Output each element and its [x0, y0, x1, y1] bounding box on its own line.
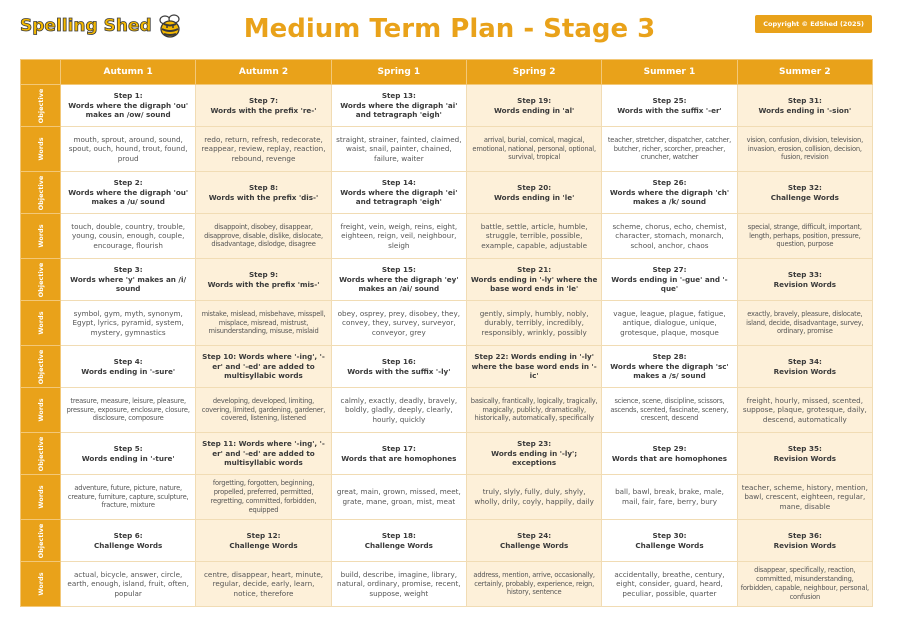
column-header: Autumn 1: [61, 60, 196, 85]
words-cell: touch, double, country, trouble, young, cousin, enough, couple, encourage, flourish: [61, 214, 196, 259]
objective-cell: Step 3: Words where 'y' makes an /i/ sound: [61, 259, 196, 301]
objective-cell: Step 12: Challenge Words: [196, 520, 331, 562]
objective-row: [21, 433, 873, 475]
words-row: [21, 301, 873, 346]
words-cell: symbol, gym, myth, synonym, Egypt, lyrics, pyramid, system, mystery, gymnastics: [61, 301, 196, 346]
objective-cell: Step 32: Challenge Words: [737, 172, 872, 214]
objective-cell: Step 28: Words where the digraph 'sc' makes a /s/ sound: [602, 346, 737, 388]
words-row: [21, 388, 873, 433]
corner-cell: [21, 60, 61, 85]
words-side-label: [21, 127, 61, 172]
words-label: Words: [36, 398, 45, 422]
objective-side-label: [21, 433, 61, 475]
objective-side-label: [21, 172, 61, 214]
objective-cell: Step 1: Words where the digraph 'ou' makes an /ow/ sound: [61, 85, 196, 127]
objective-cell: Step 7: Words with the prefix 're-': [196, 85, 331, 127]
column-header: Summer 2: [737, 60, 872, 85]
objective-label: Objective: [36, 262, 45, 297]
objective-label: Objective: [36, 349, 45, 384]
objective-cell: Step 13: Words where the digraph 'ai' and tetragraph 'eigh': [331, 85, 466, 127]
page-header: [0, 0, 899, 56]
words-cell: scheme, chorus, echo, chemist, character, stomach, monarch, school, anchor, chaos: [602, 214, 737, 259]
column-header: Spring 1: [331, 60, 466, 85]
objective-row: [21, 520, 873, 562]
words-cell: freight, vein, weigh, reins, eight, eighteen, reign, veil, neighbour, sleigh: [331, 214, 466, 259]
words-label: Words: [36, 224, 45, 248]
objective-label: Objective: [36, 175, 45, 210]
objective-cell: Step 27: Words ending in '-gue' and '-que': [602, 259, 737, 301]
words-cell: freight, hourly, missed, scented, suppose, plaque, grotesque, daily, descend, automatically: [737, 388, 872, 433]
objective-cell: Step 17: Words that are homophones: [331, 433, 466, 475]
words-row: [21, 475, 873, 520]
objective-cell: Step 2: Words where the digraph 'ou' makes a /u/ sound: [61, 172, 196, 214]
words-cell: special, strange, difficult, important, length, perhaps, position, pressure, question, purpose: [737, 214, 872, 259]
words-label: Words: [36, 311, 45, 335]
column-header: Summer 1: [602, 60, 737, 85]
objective-side-label: [21, 520, 61, 562]
words-cell: calmly, exactly, deadly, bravely, boldly, gladly, deeply, clearly, hourly, quickly: [331, 388, 466, 433]
logo-text: Spelling Shed: [20, 16, 152, 36]
words-cell: adventure, future, picture, nature, creature, furniture, capture, sculpture, fracture, mixture: [61, 475, 196, 520]
words-row: [21, 127, 873, 172]
objective-cell: Step 9: Words with the prefix 'mis-': [196, 259, 331, 301]
objective-cell: Step 18: Challenge Words: [331, 520, 466, 562]
medium-term-plan-table: [20, 59, 873, 607]
objective-cell: Step 34: Revision Words: [737, 346, 872, 388]
words-side-label: [21, 301, 61, 346]
words-label: Words: [36, 485, 45, 509]
objective-label: Objective: [36, 436, 45, 471]
objective-cell: Step 19: Words ending in 'al': [466, 85, 601, 127]
copyright-badge: Copyright © EdShed (2025): [755, 15, 872, 33]
words-cell: centre, disappear, heart, minute, regular, decide, early, learn, notice, therefore: [196, 562, 331, 607]
objective-row: [21, 259, 873, 301]
objective-cell: Step 4: Words ending in '-sure': [61, 346, 196, 388]
words-cell: redo, return, refresh, redecorate, reappear, review, replay, reaction, rebound, revenge: [196, 127, 331, 172]
objective-cell: Step 26: Words where the digraph 'ch' makes a /k/ sound: [602, 172, 737, 214]
objective-side-label: [21, 259, 61, 301]
column-header: Autumn 2: [196, 60, 331, 85]
objective-cell: Step 21: Words ending in '-ly' where the base word ends in 'le': [466, 259, 601, 301]
objective-cell: Step 22: Words ending in '-ly' where the base word ends in '-ic': [466, 346, 601, 388]
words-cell: basically, frantically, logically, tragically, magically, publicly, dramatically, historically, automatically, specifically: [466, 388, 601, 433]
words-cell: battle, settle, article, humble, struggle, terrible, possible, example, capable, adjustable: [466, 214, 601, 259]
words-label: Words: [36, 137, 45, 161]
words-side-label: [21, 214, 61, 259]
objective-cell: Step 30: Challenge Words: [602, 520, 737, 562]
words-cell: treasure, measure, leisure, pleasure, pressure, exposure, enclosure, closure, disclosure, composure: [61, 388, 196, 433]
objective-cell: Step 23: Words ending in '-ly'; exceptions: [466, 433, 601, 475]
words-side-label: [21, 562, 61, 607]
words-cell: great, main, grown, missed, meet, grate, mane, groan, mist, meat: [331, 475, 466, 520]
objective-cell: Step 11: Words where '-ing', '-er' and '-ed' are added to multisyllabic words: [196, 433, 331, 475]
objective-cell: Step 14: Words where the digraph 'ei' and tetragraph 'eigh': [331, 172, 466, 214]
words-cell: arrival, burial, comical, magical, emotional, national, personal, optional, survival, tropical: [466, 127, 601, 172]
objective-side-label: [21, 346, 61, 388]
words-cell: mouth, sprout, around, sound, spout, ouch, hound, trout, found, proud: [61, 127, 196, 172]
words-cell: accidentally, breathe, century, eight, consider, guard, heard, peculiar, possible, quarter: [602, 562, 737, 607]
words-cell: disappear, specifically, reaction, committed, misunderstanding, forbidden, capable, neighbour, personal, confusion: [737, 562, 872, 607]
objective-row: [21, 346, 873, 388]
column-header-row: [21, 60, 873, 85]
words-cell: exactly, bravely, pleasure, dislocate, island, decide, disadvantage, survey, ordinary, promise: [737, 301, 872, 346]
words-row: [21, 214, 873, 259]
objective-row: [21, 172, 873, 214]
words-cell: mistake, mislead, misbehave, misspell, misplace, misread, mistrust, misunderstanding, misuse, mislaid: [196, 301, 331, 346]
objective-cell: Step 35: Revision Words: [737, 433, 872, 475]
words-cell: vision, confusion, division, television, invasion, erosion, collision, decision, fusion, revision: [737, 127, 872, 172]
words-row: [21, 562, 873, 607]
objective-cell: Step 25: Words with the suffix '-er': [602, 85, 737, 127]
words-cell: developing, developed, limiting, covering, limited, gardening, gardener, covered, listening, listened: [196, 388, 331, 433]
objective-cell: Step 8: Words with the prefix 'dis-': [196, 172, 331, 214]
objective-cell: Step 15: Words where the digraph 'ey' makes an /ai/ sound: [331, 259, 466, 301]
words-cell: forgetting, forgotten, beginning, propelled, preferred, permitted, regretting, committed, forbidden, equipped: [196, 475, 331, 520]
words-cell: actual, bicycle, answer, circle, earth, enough, island, fruit, often, popular: [61, 562, 196, 607]
objective-label: Objective: [36, 523, 45, 558]
objective-cell: Step 10: Words where '-ing', '-er' and '-ed' are added to multisyllabic words: [196, 346, 331, 388]
objective-cell: Step 6: Challenge Words: [61, 520, 196, 562]
objective-cell: Step 16: Words with the suffix '-ly': [331, 346, 466, 388]
objective-cell: Step 29: Words that are homophones: [602, 433, 737, 475]
objective-cell: Step 24: Challenge Words: [466, 520, 601, 562]
objective-cell: Step 36: Revision Words: [737, 520, 872, 562]
words-cell: ball, bawl, break, brake, male, mail, fair, fare, berry, bury: [602, 475, 737, 520]
words-label: Words: [36, 572, 45, 596]
objective-row: [21, 85, 873, 127]
words-cell: address, mention, arrive, occasionally, certainly, probably, experience, reign, history, sentence: [466, 562, 601, 607]
words-cell: truly, slyly, fully, duly, shyly, wholly, drily, coyly, happily, daily: [466, 475, 601, 520]
objective-cell: Step 5: Words ending in '-ture': [61, 433, 196, 475]
words-cell: teacher, stretcher, dispatcher, catcher, butcher, richer, scorcher, preacher, cruncher, watcher: [602, 127, 737, 172]
objective-cell: Step 31: Words ending in '-sion': [737, 85, 872, 127]
objective-side-label: [21, 85, 61, 127]
objective-cell: Step 20: Words ending in 'le': [466, 172, 601, 214]
column-header: Spring 2: [466, 60, 601, 85]
objective-label: Objective: [36, 88, 45, 123]
words-cell: disappoint, disobey, disappear, disapprove, disable, dislike, dislocate, disadvantage, dislodge, disagree: [196, 214, 331, 259]
objective-cell: Step 33: Revision Words: [737, 259, 872, 301]
words-cell: gently, simply, humbly, nobly, durably, terribly, incredibly, responsibly, wrinkly, possibly: [466, 301, 601, 346]
words-cell: teacher, scheme, history, mention, bawl, crescent, eighteen, regular, mane, disable: [737, 475, 872, 520]
words-cell: build, describe, imagine, library, natural, ordinary, promise, recent, suppose, weight: [331, 562, 466, 607]
words-side-label: [21, 475, 61, 520]
words-cell: straight, strainer, fainted, claimed, waist, snail, painter, chained, failure, waiter: [331, 127, 466, 172]
words-side-label: [21, 388, 61, 433]
words-cell: obey, osprey, prey, disobey, they, convey, they, survey, surveyor, conveyor, grey: [331, 301, 466, 346]
words-cell: vague, league, plague, fatigue, antique, dialogue, unique, grotesque, plaque, mosque: [602, 301, 737, 346]
words-cell: science, scene, discipline, scissors, ascends, scented, fascinate, scenery, crescent, descend: [602, 388, 737, 433]
page-title: Medium Term Plan - Stage 3: [243, 14, 656, 44]
